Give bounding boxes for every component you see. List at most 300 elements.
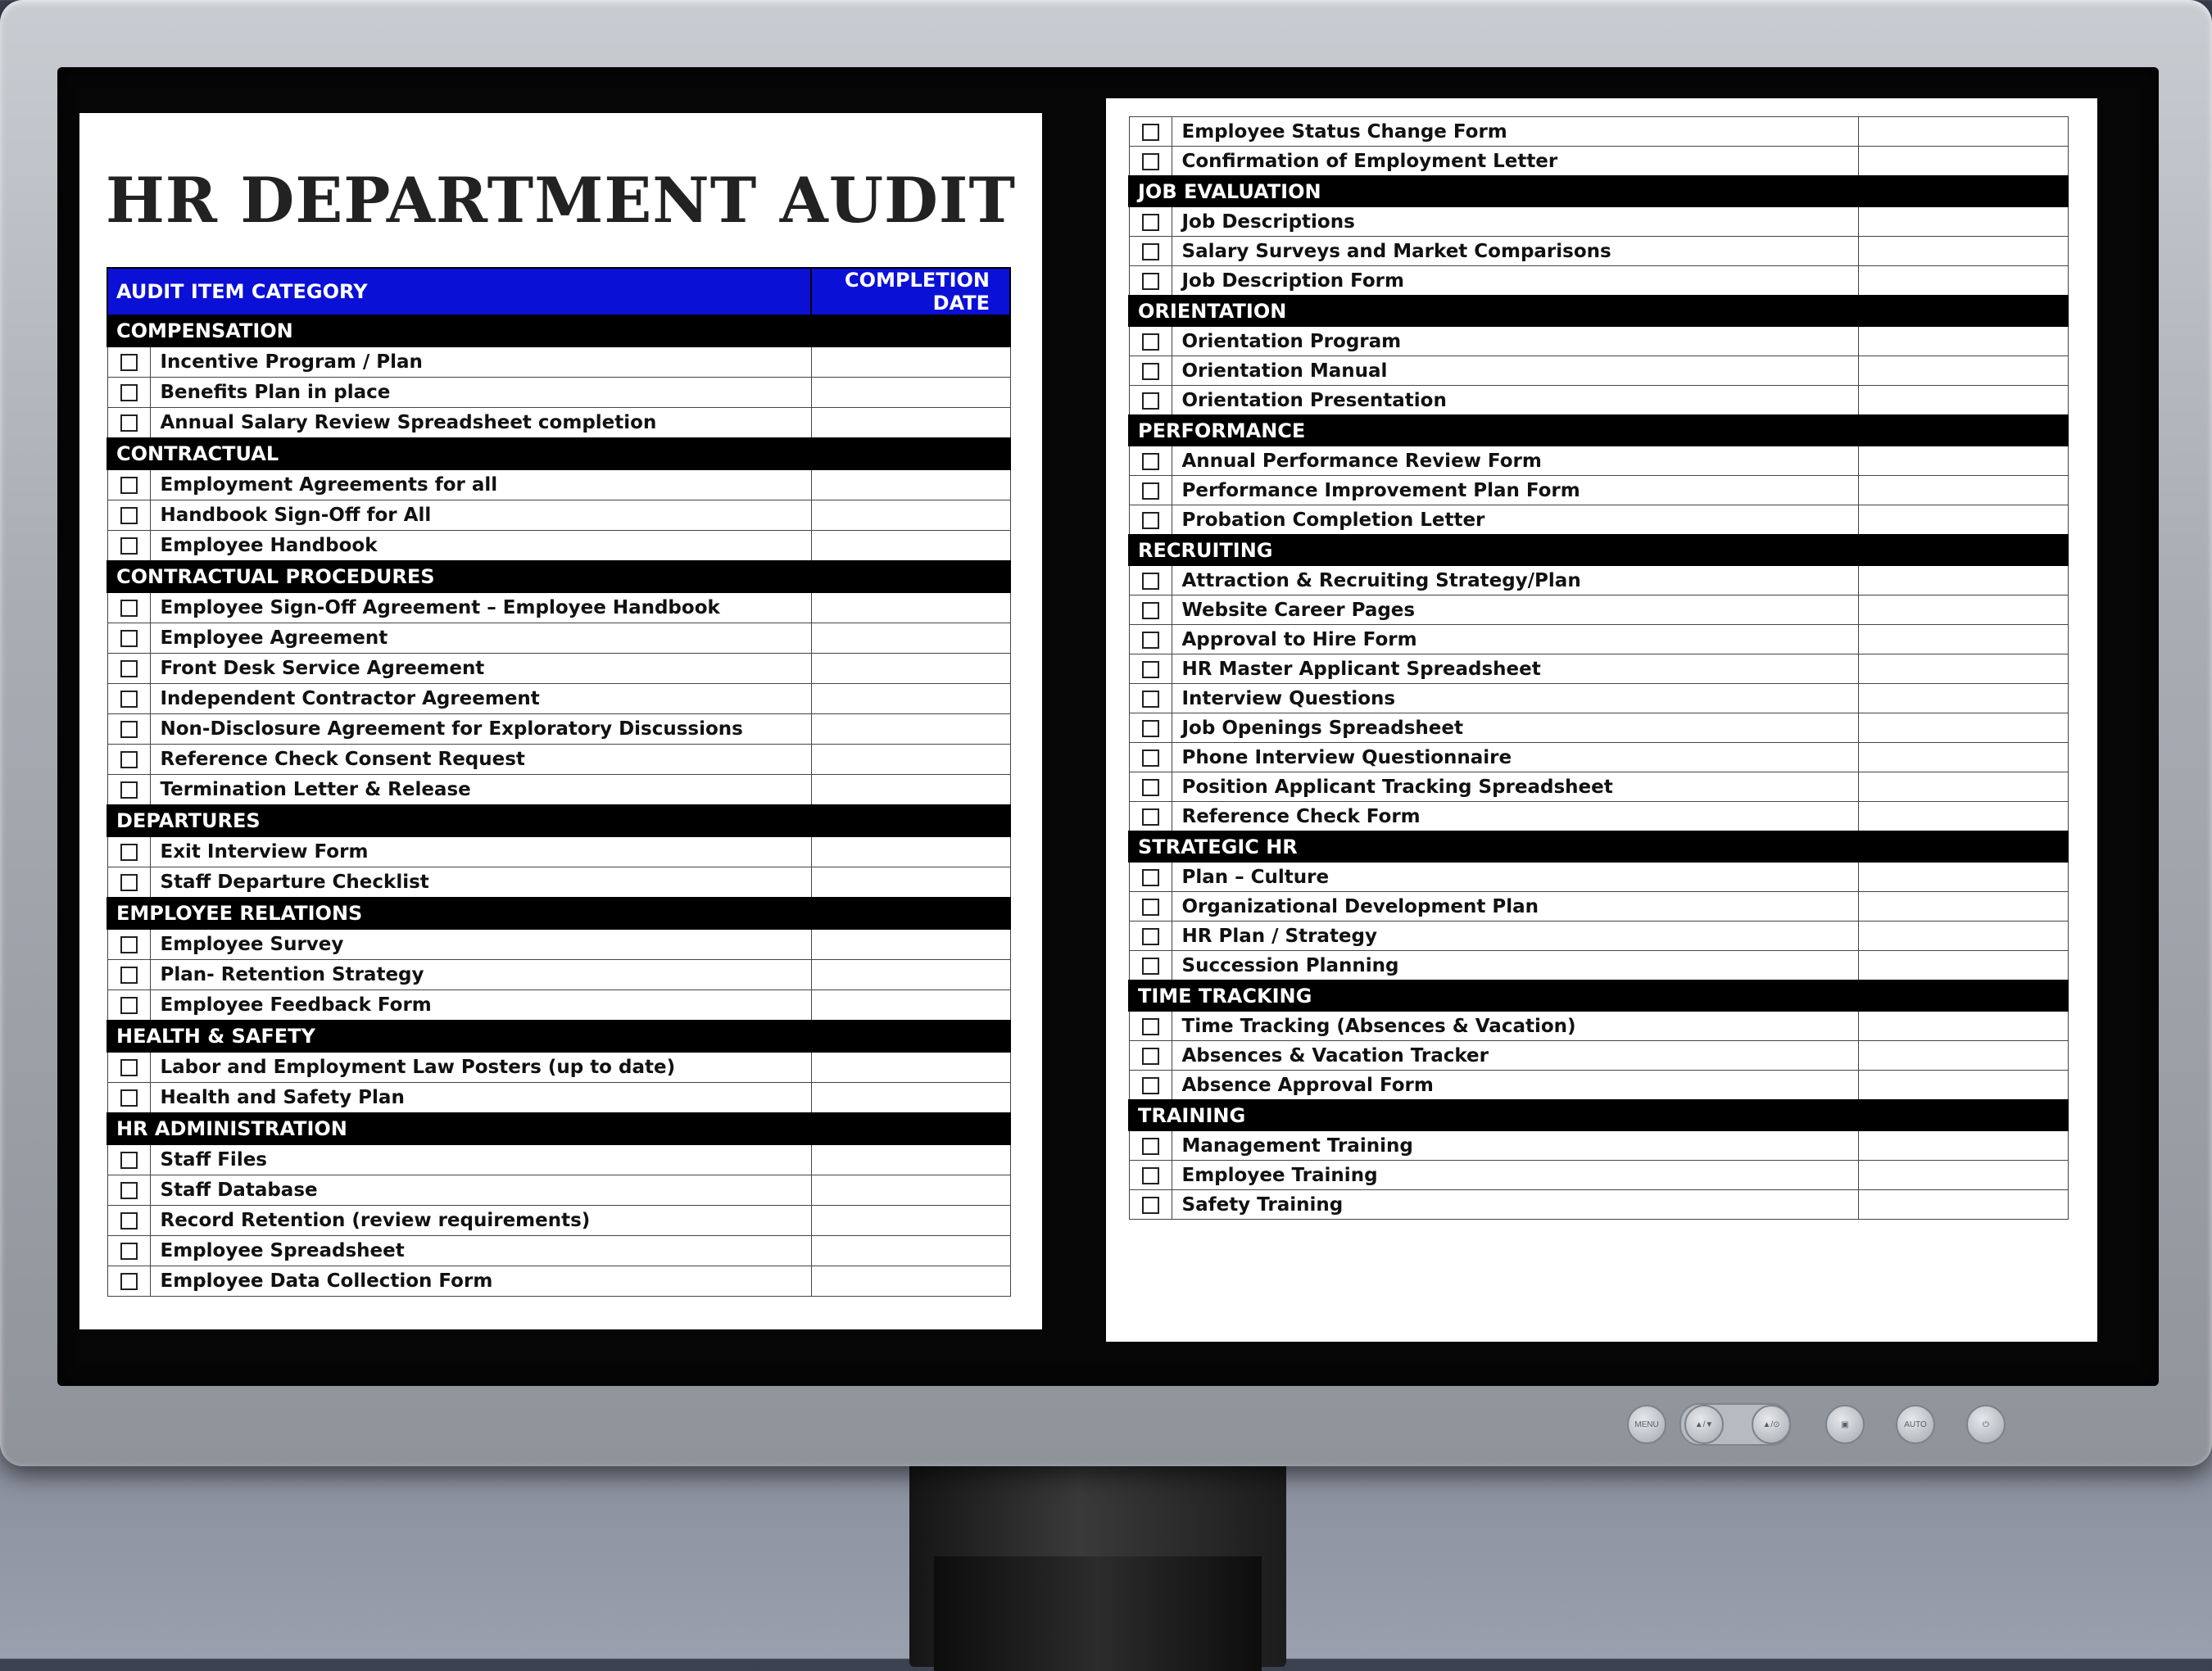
completion-date-cell[interactable] <box>811 378 1010 408</box>
item-checkbox[interactable] <box>1142 482 1159 500</box>
item-checkbox[interactable] <box>1142 214 1159 231</box>
completion-date-cell[interactable] <box>811 623 1010 654</box>
audit-item-label: Employment Agreements for all <box>150 469 811 500</box>
table-row <box>1129 772 2068 802</box>
table-row <box>107 531 1010 562</box>
audit-item-label: Absence Approval Form <box>1172 1071 1858 1101</box>
table-row <box>107 775 1010 806</box>
completion-date-cell[interactable] <box>811 1206 1010 1236</box>
item-checkbox[interactable] <box>120 477 138 494</box>
category-row <box>1129 535 2068 565</box>
audit-item-label: Salary Surveys and Market Comparisons <box>1172 237 1858 266</box>
table-row <box>1129 1041 2068 1071</box>
audit-item-label: Plan- Retention Strategy <box>150 960 811 990</box>
completion-date-cell[interactable] <box>811 745 1010 775</box>
category-label: STRATEGIC HR <box>1129 831 2068 862</box>
item-checkbox[interactable] <box>120 600 138 617</box>
table-row <box>107 1052 1010 1083</box>
table-row <box>1129 684 2068 713</box>
completion-date-cell[interactable] <box>811 714 1010 745</box>
category-row <box>1129 831 2068 862</box>
audit-item-label: Front Desk Service Agreement <box>150 654 811 684</box>
menu-button[interactable]: MENU <box>1627 1405 1666 1444</box>
checkbox-cell <box>1129 206 1172 237</box>
checkbox-cell <box>107 378 150 408</box>
audit-item-label: Position Applicant Tracking Spreadsheet <box>1172 772 1858 802</box>
item-checkbox[interactable] <box>1142 899 1159 916</box>
completion-date-cell[interactable] <box>811 346 1010 378</box>
item-checkbox[interactable] <box>1142 602 1159 619</box>
category-row <box>1129 415 2068 446</box>
completion-date-cell[interactable] <box>811 1144 1010 1175</box>
item-checkbox[interactable] <box>120 1212 138 1229</box>
checkbox-cell <box>107 1083 150 1114</box>
category-row <box>1129 1100 2068 1130</box>
audit-item-label: Staff Files <box>150 1144 811 1175</box>
audit-item-label: Record Retention (review requirements) <box>150 1206 811 1236</box>
table-row <box>107 960 1010 990</box>
checkbox-cell <box>1129 1041 1172 1071</box>
audit-table-body <box>107 268 1010 1297</box>
table-row <box>1129 476 2068 505</box>
table-row <box>107 1236 1010 1266</box>
table-row <box>1129 713 2068 743</box>
completion-date-cell[interactable] <box>1858 922 2068 951</box>
checkbox-cell <box>107 531 150 562</box>
audit-page-right <box>1106 98 2097 1342</box>
completion-date-cell[interactable] <box>1858 386 2068 416</box>
checkbox-cell <box>1129 326 1172 356</box>
audit-item-label: Staff Database <box>150 1175 811 1206</box>
completion-date-cell[interactable] <box>1858 862 2068 892</box>
checkbox-cell <box>1129 713 1172 743</box>
table-row <box>107 623 1010 654</box>
audit-item-label: Employee Training <box>1172 1161 1858 1190</box>
item-checkbox[interactable] <box>1142 691 1159 708</box>
checkbox-cell <box>1129 772 1172 802</box>
completion-date-cell[interactable] <box>1858 892 2068 922</box>
category-row <box>107 561 1010 592</box>
completion-date-cell[interactable] <box>1858 951 2068 981</box>
item-checkbox[interactable] <box>1142 333 1159 351</box>
audit-item-label: Health and Safety Plan <box>150 1083 811 1114</box>
completion-date-cell[interactable] <box>1858 772 2068 802</box>
table-row <box>1129 386 2068 416</box>
table-header-row <box>107 268 1010 315</box>
checkbox-cell <box>1129 1190 1172 1220</box>
checkbox-cell <box>1129 386 1172 416</box>
audit-page-left <box>79 113 1042 1329</box>
audit-item-label: Confirmation of Employment Letter <box>1172 147 1858 177</box>
table-row <box>107 745 1010 775</box>
item-checkbox[interactable] <box>1142 632 1159 649</box>
checkbox-cell <box>107 500 150 531</box>
audit-item-label: Employee Handbook <box>150 531 811 562</box>
table-row <box>107 469 1010 500</box>
completion-date-cell[interactable] <box>1858 565 2068 595</box>
category-row <box>107 898 1010 929</box>
item-checkbox[interactable] <box>1142 749 1159 767</box>
checkbox-cell <box>1129 266 1172 297</box>
item-checkbox[interactable] <box>120 721 138 738</box>
checkbox-cell <box>107 1175 150 1206</box>
audit-item-label: Phone Interview Questionnaire <box>1172 743 1858 772</box>
checkbox-cell <box>107 623 150 654</box>
checkbox-cell <box>1129 595 1172 625</box>
monitor-stand-base <box>934 1556 1262 1671</box>
completion-date-cell[interactable] <box>1858 1130 2068 1161</box>
audit-item-label: Benefits Plan in place <box>150 378 811 408</box>
checkbox-cell <box>107 1052 150 1083</box>
table-row <box>1129 1130 2068 1161</box>
category-label: RECRUITING <box>1129 535 2068 565</box>
category-label: TIME TRACKING <box>1129 980 2068 1011</box>
down-button[interactable]: ▲/▼ <box>1684 1405 1724 1444</box>
completion-date-cell[interactable] <box>1858 206 2068 237</box>
category-row <box>1129 980 2068 1011</box>
item-checkbox[interactable] <box>1142 1077 1159 1094</box>
item-checkbox[interactable] <box>120 1089 138 1107</box>
item-checkbox[interactable] <box>120 660 138 677</box>
checkbox-cell <box>1129 237 1172 266</box>
category-row <box>107 438 1010 469</box>
table-row <box>1129 743 2068 772</box>
completion-date-cell[interactable] <box>1858 1071 2068 1101</box>
item-checkbox[interactable] <box>120 537 138 555</box>
category-row <box>1129 176 2068 206</box>
item-checkbox[interactable] <box>120 384 138 401</box>
completion-date-cell[interactable] <box>1858 684 2068 713</box>
item-checkbox[interactable] <box>1142 453 1159 470</box>
completion-date-cell[interactable] <box>811 500 1010 531</box>
audit-item-label: Termination Letter & Release <box>150 775 811 806</box>
checkbox-cell <box>107 867 150 899</box>
audit-item-label: Exit Interview Form <box>150 836 811 867</box>
audit-item-label: Job Openings Spreadsheet <box>1172 713 1858 743</box>
table-row <box>1129 951 2068 981</box>
completion-date-cell[interactable] <box>811 1266 1010 1297</box>
table-row <box>107 836 1010 867</box>
audit-item-label: Employee Agreement <box>150 623 811 654</box>
item-checkbox[interactable] <box>120 781 138 799</box>
table-row <box>107 654 1010 684</box>
category-label: JOB EVALUATION <box>1129 176 2068 206</box>
item-checkbox[interactable] <box>1142 243 1159 260</box>
completion-date-cell[interactable] <box>811 1236 1010 1266</box>
item-checkbox[interactable] <box>1142 808 1159 826</box>
item-checkbox[interactable] <box>120 354 138 371</box>
table-row <box>107 408 1010 439</box>
audit-item-label: Employee Spreadsheet <box>150 1236 811 1266</box>
table-row <box>1129 356 2068 386</box>
item-checkbox[interactable] <box>1142 1197 1159 1214</box>
item-checkbox[interactable] <box>120 1273 138 1290</box>
item-checkbox[interactable] <box>1142 1018 1159 1035</box>
item-checkbox[interactable] <box>120 1152 138 1169</box>
checkbox-cell <box>107 836 150 867</box>
audit-item-label: Absences & Vacation Tracker <box>1172 1041 1858 1071</box>
table-row <box>1129 595 2068 625</box>
audit-item-label: Probation Completion Letter <box>1172 505 1858 536</box>
item-checkbox[interactable] <box>1142 720 1159 737</box>
table-row <box>1129 237 2068 266</box>
audit-item-label: Succession Planning <box>1172 951 1858 981</box>
completion-date-cell[interactable] <box>811 469 1010 500</box>
table-row <box>1129 266 2068 297</box>
category-label: TRAINING <box>1129 1100 2068 1130</box>
checkbox-cell <box>107 346 150 378</box>
page-title: HR DEPARTMENT AUDIT <box>105 164 1017 237</box>
checkbox-cell <box>1129 743 1172 772</box>
auto-button[interactable]: AUTO <box>1896 1405 1935 1444</box>
audit-item-label: Non-Disclosure Agreement for Exploratory Discussions <box>150 714 811 745</box>
checkbox-cell <box>1129 1011 1172 1041</box>
table-row <box>107 867 1010 899</box>
header-completion-date: COMPLETION DATE <box>811 268 1010 315</box>
audit-item-label: Labor and Employment Law Posters (up to date) <box>150 1052 811 1083</box>
item-checkbox[interactable] <box>1142 779 1159 796</box>
completion-date-cell[interactable] <box>811 592 1010 623</box>
table-row <box>107 378 1010 408</box>
item-checkbox[interactable] <box>1142 124 1159 141</box>
table-row <box>1129 1190 2068 1220</box>
completion-date-cell[interactable] <box>1858 505 2068 536</box>
audit-item-label: Incentive Program / Plan <box>150 346 811 378</box>
completion-date-cell[interactable] <box>811 408 1010 439</box>
table-row <box>1129 147 2068 177</box>
checkbox-cell <box>1129 684 1172 713</box>
table-row <box>1129 654 2068 684</box>
audit-item-label: Employee Feedback Form <box>150 990 811 1021</box>
item-checkbox[interactable] <box>120 997 138 1014</box>
item-checkbox[interactable] <box>1142 869 1159 886</box>
completion-date-cell[interactable] <box>811 836 1010 867</box>
completion-date-cell[interactable] <box>1858 625 2068 654</box>
audit-item-label: Job Description Form <box>1172 266 1858 297</box>
checkbox-cell <box>1129 862 1172 892</box>
table-row <box>1129 1011 2068 1041</box>
completion-date-cell[interactable] <box>1858 356 2068 386</box>
item-checkbox[interactable] <box>1142 392 1159 410</box>
table-row <box>1129 1071 2068 1101</box>
table-row <box>107 990 1010 1021</box>
completion-date-cell[interactable] <box>1858 713 2068 743</box>
completion-date-cell[interactable] <box>1858 802 2068 832</box>
checkbox-cell <box>1129 922 1172 951</box>
item-checkbox[interactable] <box>120 1243 138 1260</box>
item-checkbox[interactable] <box>1142 153 1159 170</box>
table-row <box>1129 565 2068 595</box>
completion-date-cell[interactable] <box>811 1083 1010 1114</box>
completion-date-cell[interactable] <box>811 531 1010 562</box>
audit-item-label: Job Descriptions <box>1172 206 1858 237</box>
item-checkbox[interactable] <box>120 507 138 524</box>
audit-item-label: Reference Check Form <box>1172 802 1858 832</box>
completion-date-cell[interactable] <box>1858 1041 2068 1071</box>
table-row <box>107 684 1010 714</box>
checkbox-cell <box>1129 802 1172 832</box>
completion-date-cell[interactable] <box>1858 117 2068 147</box>
input-button[interactable]: ▣ <box>1825 1405 1865 1444</box>
audit-table-body <box>1129 117 2068 1220</box>
audit-item-label: Employee Data Collection Form <box>150 1266 811 1297</box>
audit-item-label: Handbook Sign-Off for All <box>150 500 811 531</box>
completion-date-cell[interactable] <box>811 1052 1010 1083</box>
checkbox-cell <box>1129 505 1172 536</box>
completion-date-cell[interactable] <box>811 1175 1010 1206</box>
checkbox-cell <box>1129 1071 1172 1101</box>
item-checkbox[interactable] <box>1142 958 1159 975</box>
audit-item-label: Plan – Culture <box>1172 862 1858 892</box>
table-row <box>1129 446 2068 476</box>
item-checkbox[interactable] <box>1142 928 1159 945</box>
checkbox-cell <box>107 469 150 500</box>
completion-date-cell[interactable] <box>1858 595 2068 625</box>
category-row <box>107 805 1010 836</box>
category-label: DEPARTURES <box>107 805 1010 836</box>
item-checkbox[interactable] <box>1142 512 1159 529</box>
audit-item-label: Annual Performance Review Form <box>1172 446 1858 476</box>
item-checkbox[interactable] <box>120 691 138 708</box>
audit-item-label: Approval to Hire Form <box>1172 625 1858 654</box>
completion-date-cell[interactable] <box>1858 326 2068 356</box>
checkbox-cell <box>1129 1130 1172 1161</box>
up-button[interactable]: ▲/⊙ <box>1752 1405 1791 1444</box>
checkbox-cell <box>107 1236 150 1266</box>
category-row <box>107 315 1010 346</box>
completion-date-cell[interactable] <box>1858 266 2068 297</box>
table-row <box>1129 802 2068 832</box>
item-checkbox[interactable] <box>120 630 138 647</box>
table-row <box>1129 625 2068 654</box>
completion-date-cell[interactable] <box>1858 1161 2068 1190</box>
completion-date-cell[interactable] <box>811 654 1010 684</box>
completion-date-cell[interactable] <box>811 684 1010 714</box>
category-label: EMPLOYEE RELATIONS <box>107 898 1010 929</box>
audit-item-label: Orientation Manual <box>1172 356 1858 386</box>
checkbox-cell <box>107 592 150 623</box>
completion-date-cell[interactable] <box>811 775 1010 806</box>
checkbox-cell <box>107 408 150 439</box>
audit-item-label: Interview Questions <box>1172 684 1858 713</box>
audit-table-left <box>107 267 1011 1297</box>
item-checkbox[interactable] <box>120 751 138 768</box>
audit-item-label: Orientation Program <box>1172 326 1858 356</box>
checkbox-cell <box>1129 1161 1172 1190</box>
table-row <box>1129 1161 2068 1190</box>
completion-date-cell[interactable] <box>1858 1190 2068 1220</box>
checkbox-cell <box>107 714 150 745</box>
table-row <box>107 1175 1010 1206</box>
audit-item-label: Annual Salary Review Spreadsheet completion <box>150 408 811 439</box>
checkbox-cell <box>107 1266 150 1297</box>
checkbox-cell <box>1129 625 1172 654</box>
audit-item-label: Employee Survey <box>150 929 811 960</box>
checkbox-cell <box>107 684 150 714</box>
table-row <box>107 1266 1010 1297</box>
table-row <box>107 714 1010 745</box>
audit-item-label: Organizational Development Plan <box>1172 892 1858 922</box>
completion-date-cell[interactable] <box>811 867 1010 899</box>
table-row <box>107 1083 1010 1114</box>
completion-date-cell[interactable] <box>811 929 1010 960</box>
completion-date-cell[interactable] <box>811 960 1010 990</box>
category-label: CONTRACTUAL <box>107 438 1010 469</box>
audit-item-label: Website Career Pages <box>1172 595 1858 625</box>
header-category: AUDIT ITEM CATEGORY <box>107 268 811 315</box>
checkbox-cell <box>1129 356 1172 386</box>
table-row <box>107 1144 1010 1175</box>
monitor-buttons <box>1622 1405 2048 1454</box>
table-row <box>1129 922 2068 951</box>
checkbox-cell <box>1129 117 1172 147</box>
completion-date-cell[interactable] <box>1858 446 2068 476</box>
checkbox-cell <box>1129 147 1172 177</box>
category-row <box>1129 296 2068 326</box>
audit-table-right <box>1128 116 2069 1220</box>
audit-item-label: Management Training <box>1172 1130 1858 1161</box>
category-label: CONTRACTUAL PROCEDURES <box>107 561 1010 592</box>
item-checkbox[interactable] <box>1142 1138 1159 1155</box>
completion-date-cell[interactable] <box>1858 1011 2068 1041</box>
item-checkbox[interactable] <box>1142 363 1159 380</box>
item-checkbox[interactable] <box>120 967 138 984</box>
audit-item-label: Employee Sign-Off Agreement – Employee Handbook <box>150 592 811 623</box>
item-checkbox[interactable] <box>120 936 138 953</box>
checkbox-cell <box>1129 476 1172 505</box>
item-checkbox[interactable] <box>120 414 138 432</box>
category-label: PERFORMANCE <box>1129 415 2068 446</box>
item-checkbox[interactable] <box>1142 661 1159 678</box>
completion-date-cell[interactable] <box>1858 476 2068 505</box>
completion-date-cell[interactable] <box>1858 237 2068 266</box>
category-label: ORIENTATION <box>1129 296 2068 326</box>
checkbox-cell <box>1129 951 1172 981</box>
table-row <box>1129 117 2068 147</box>
checkbox-cell <box>107 1206 150 1236</box>
checkbox-cell <box>1129 654 1172 684</box>
checkbox-cell <box>107 929 150 960</box>
completion-date-cell[interactable] <box>811 990 1010 1021</box>
item-checkbox[interactable] <box>1142 1167 1159 1184</box>
table-row <box>107 346 1010 378</box>
item-checkbox[interactable] <box>1142 1048 1159 1065</box>
table-row <box>107 1206 1010 1236</box>
completion-date-cell[interactable] <box>1858 654 2068 684</box>
item-checkbox[interactable] <box>120 1182 138 1199</box>
item-checkbox[interactable] <box>120 874 138 891</box>
category-label: HEALTH & SAFETY <box>107 1021 1010 1052</box>
completion-date-cell[interactable] <box>1858 147 2068 177</box>
audit-item-label: Independent Contractor Agreement <box>150 684 811 714</box>
power-button[interactable]: ⏻ <box>1966 1405 2006 1444</box>
table-row <box>1129 862 2068 892</box>
completion-date-cell[interactable] <box>1858 743 2068 772</box>
table-row <box>1129 505 2068 536</box>
item-checkbox[interactable] <box>1142 273 1159 290</box>
checkbox-cell <box>107 654 150 684</box>
checkbox-cell <box>107 960 150 990</box>
checkbox-cell <box>107 1144 150 1175</box>
item-checkbox[interactable] <box>1142 573 1159 590</box>
table-row <box>1129 326 2068 356</box>
item-checkbox[interactable] <box>120 844 138 861</box>
audit-item-label: Attraction & Recruiting Strategy/Plan <box>1172 565 1858 595</box>
item-checkbox[interactable] <box>120 1059 138 1076</box>
checkbox-cell <box>1129 892 1172 922</box>
audit-item-label: Orientation Presentation <box>1172 386 1858 416</box>
checkbox-cell <box>107 745 150 775</box>
